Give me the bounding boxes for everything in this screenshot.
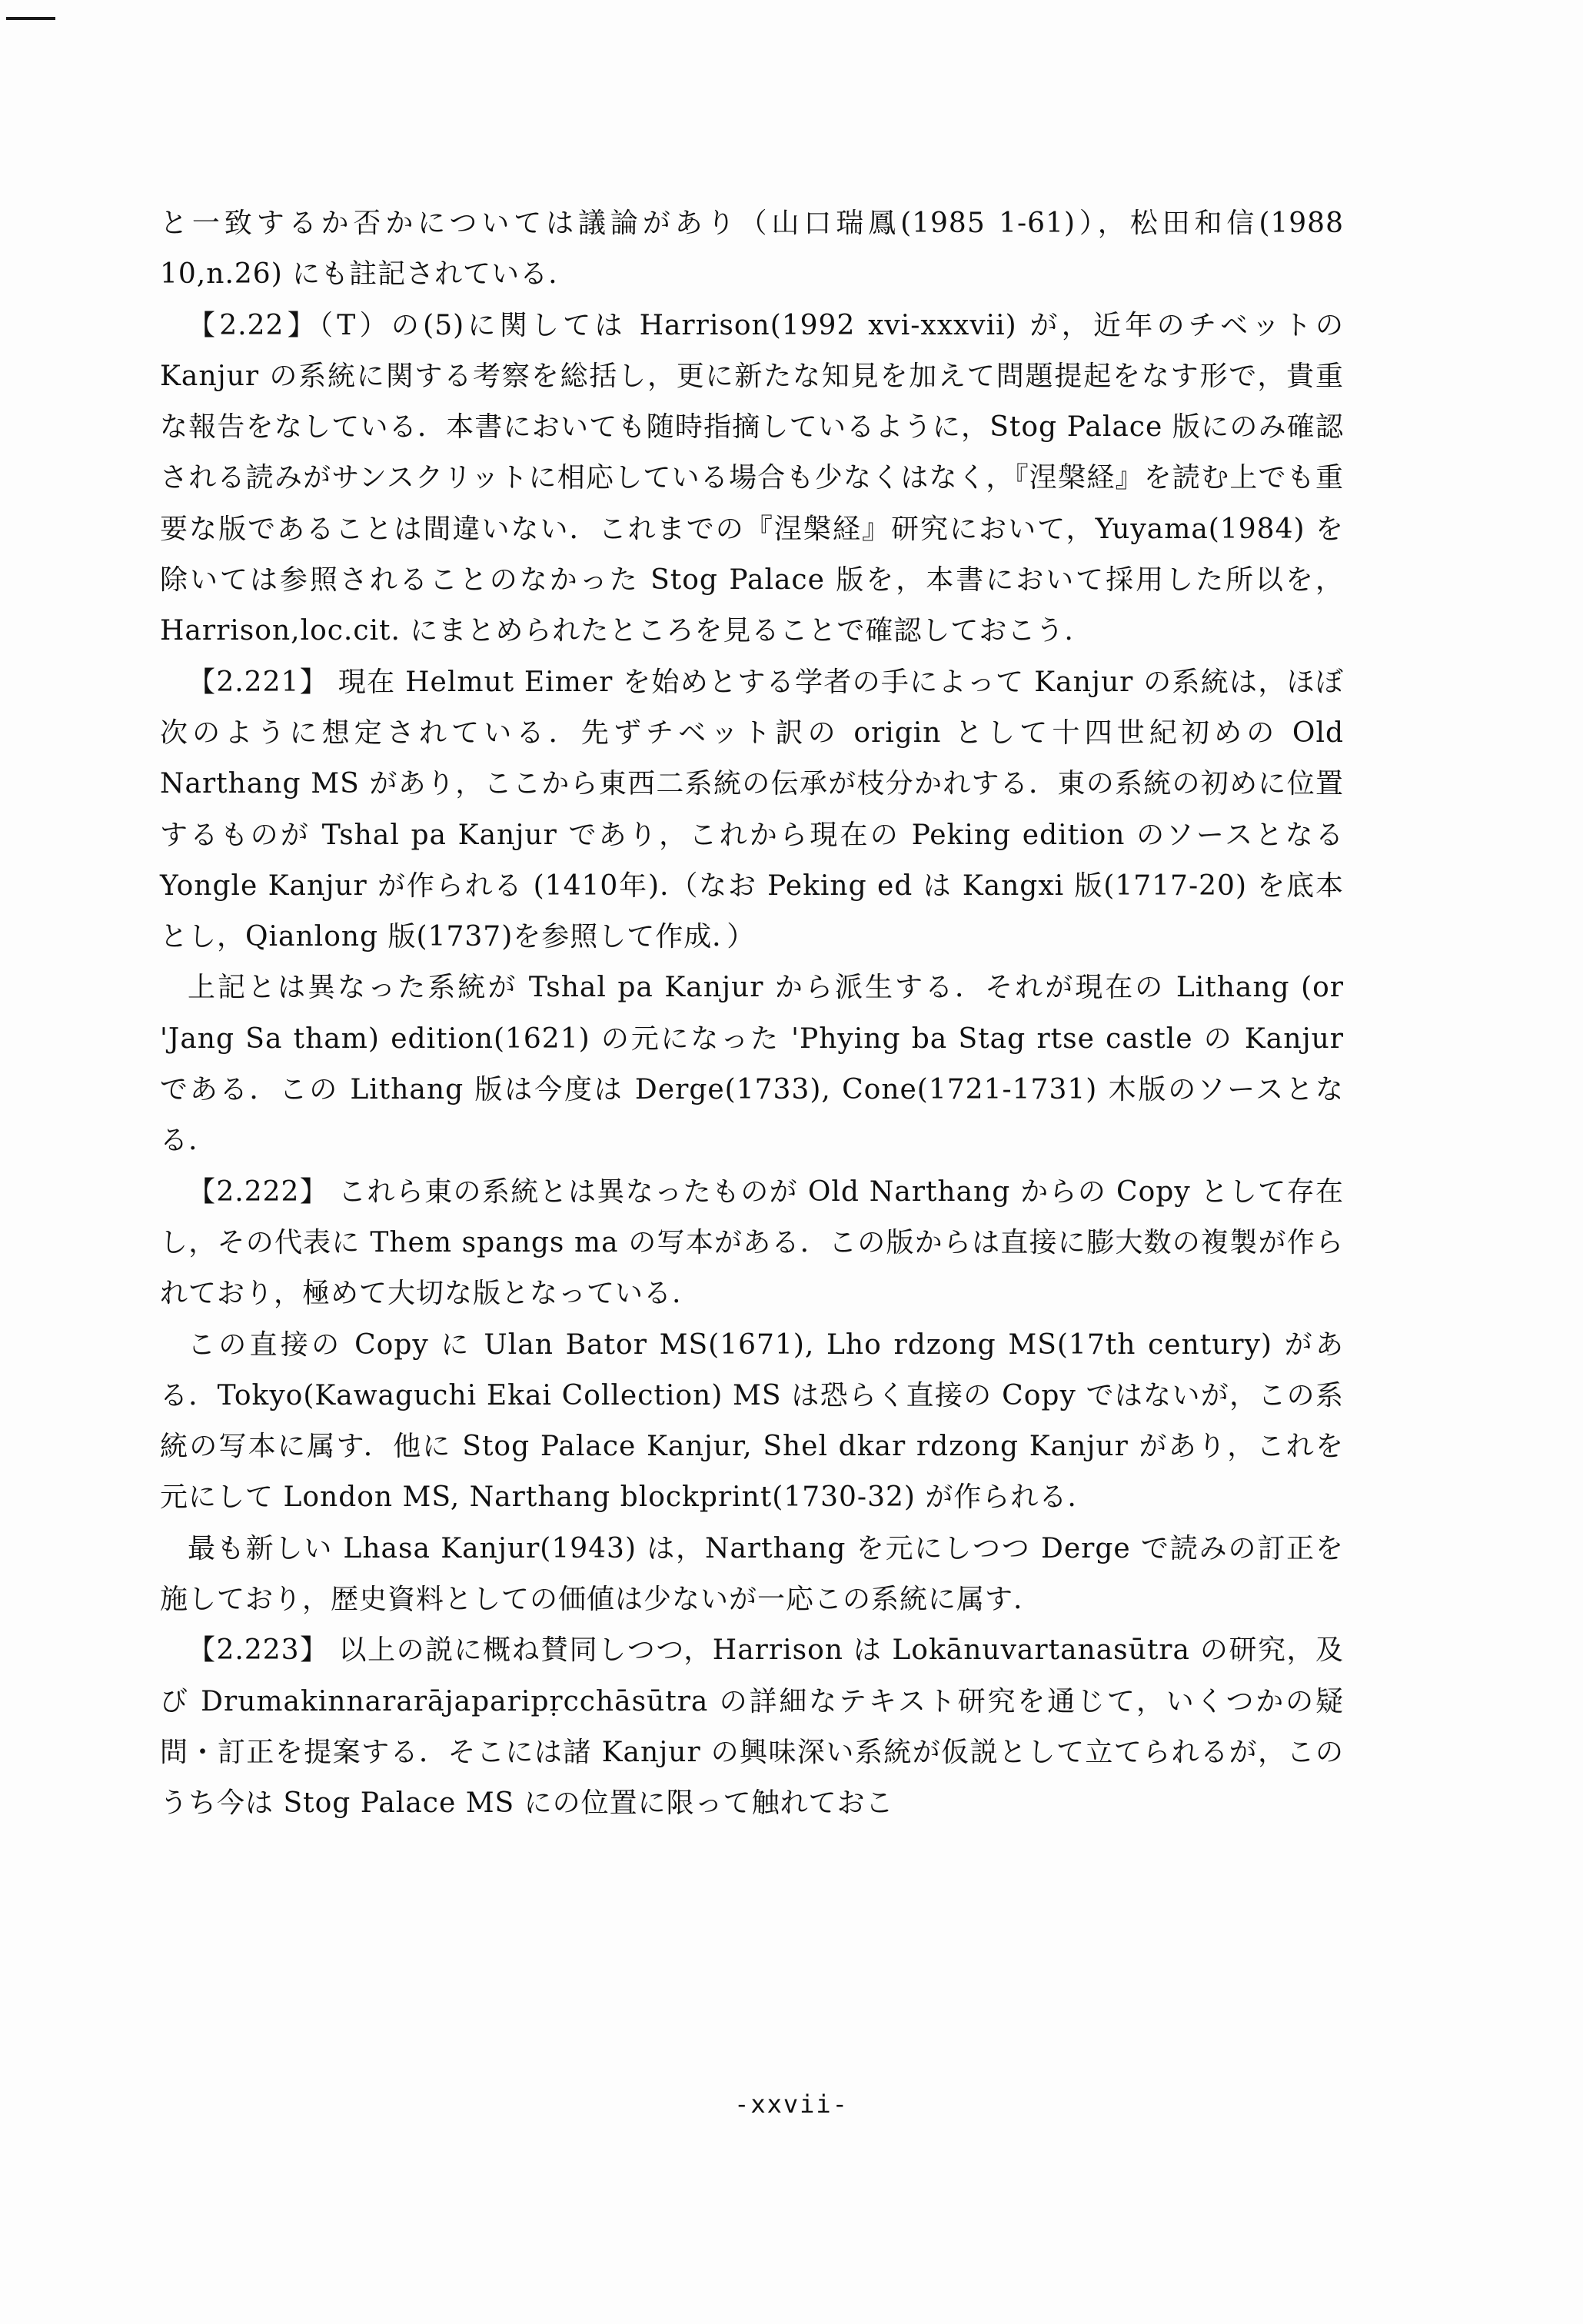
paragraph-lhasa: 最も新しい Lhasa Kanjur(1943) は，Narthang を元にしつつ Derge で読みの訂正を施しており，歴史資料としての価値は少ないが一応この系統に属す.: [160, 1532, 1344, 1616]
paragraph-2-223: 【2.223】 以上の説に概ね賛同しつつ，Harrison は Lokānuvartanasūtra の研究，及び Drumakinnararājaparipṛcchāsūtra の詳細なテキスト研究を通じて，いくつかの疑問・訂正を提案する．そこには諸 Kanjur の興味深い系統が仮説として立てられるが，このうち今は Stog Palace MS にの位置に限って触れておこ: [160, 1634, 1344, 1820]
paragraph-lithang: 上記とは異なった系統が Tshal pa Kanjur から派生する．それが現在の Lithang (or 'Jang Sa tham) edition(1621) の元になった 'Phying ba Stag rtse castle の Kanjur である．この Lithang 版は今度は Derge(1733), Cone(1721-1731) 木版のソースとなる.: [160, 972, 1344, 1157]
paragraph-2-222: 【2.222】 これら東の系統とは異なったものが Old Narthang からの Copy として存在し，その代表に Them spangs ma の写本がある．この版からは直接に膨大数の複製が作られており，極めて大切な版となっている.: [160, 1175, 1344, 1310]
corner-scan-mark: [6, 17, 55, 20]
paragraph-1: と一致するか否かについては議論があり（山口瑞鳳(1985 1-61)），松田和信(1988 10,n.26) にも註記されている.: [160, 208, 1344, 291]
paragraph-2-22: 【2.22】（T）の(5)に関しては Harrison(1992 xvi-xxxvii) が，近年のチベットの Kanjur の系統に関する考察を総括し，更に新たな知見を加えて問題提起をなす形で，貴重な報告をなしている．本書においても随時指摘しているように，Stog Palace 版にのみ確認される読みがサンスクリットに相応している場合も少なくはなく，『涅槃経』を読む上でも重要な版であることは間違いない．これまでの『涅槃経』研究において，Yuyama(1984) を除いては参照されることのなかった Stog Palace 版を，本書において採用した所以を，Harrison,loc.cit. にまとめられたところを見ることで確認しておこう.: [160, 309, 1344, 647]
paragraph-2-221: 【2.221】 現在 Helmut Eimer を始めとする学者の手によって Kanjur の系統は，ほぼ次のように想定されている．先ずチベット訳の origin として十四世紀初めの Old Narthang MS があり，ここから東西二系統の伝承が枝分かれする．東の系統の初めに位置するものが Tshal pa Kanjur であり，これから現在の Peking edition のソースとなる Yongle Kanjur が作られる (1410年).（なお Peking ed は Kangxi 版(1717-20) を底本とし，Qianlong 版(1737)を参照して作成．）: [160, 666, 1344, 953]
paragraph-direct-copy: この直接の Copy に Ulan Bator MS(1671), Lho rdzong MS(17th century) がある．Tokyo(Kawaguchi Ekai Collection) MS は恐らく直接の Copy ではないが，この系統の写本に属す．他に Stog Palace Kanjur, Shel dkar rdzong Kanjur があり，これを元にして London MS, Narthang blockprint(1730-32) が作られる.: [160, 1328, 1344, 1514]
page-number: -xxvii-: [734, 2090, 849, 2119]
body-text: [160, 198, 1344, 1830]
